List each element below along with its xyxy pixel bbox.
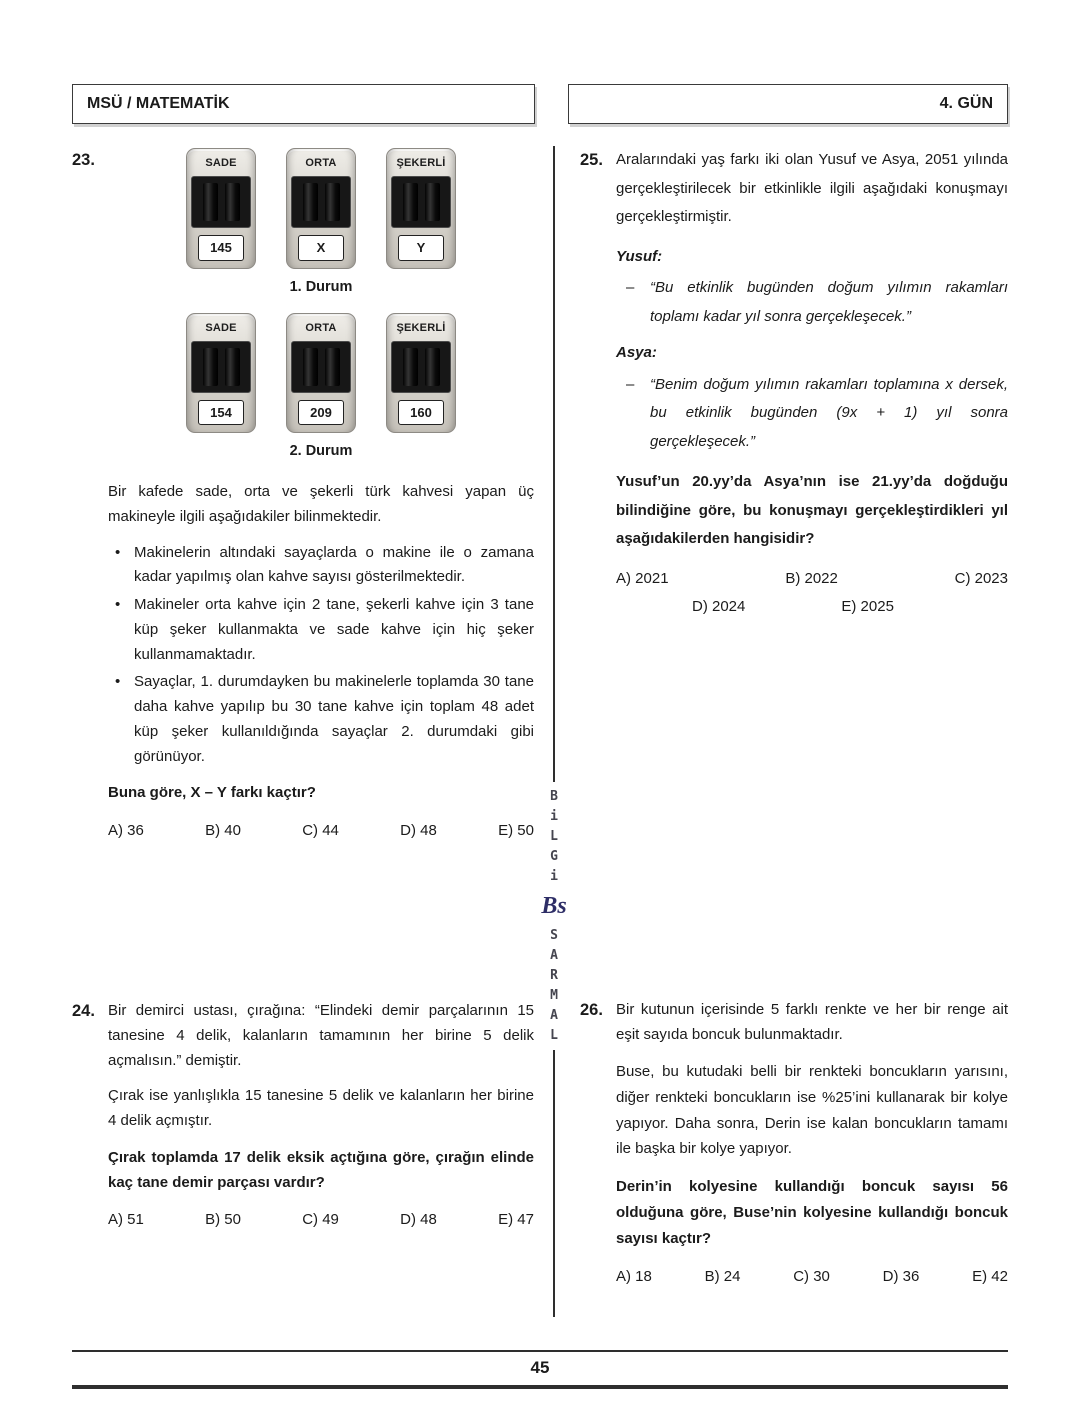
quote-text: “Bu etkinlik bugünden doğum yılımın rakamları toplamı kadar yıl sonra gerçekleşecek.” bbox=[650, 279, 1008, 325]
question-26 bbox=[580, 997, 1008, 1289]
watermark-letter: S bbox=[550, 928, 558, 943]
coffee-pot-icon bbox=[325, 348, 340, 386]
question-number: 24. bbox=[72, 1002, 95, 1020]
watermark-letter: i bbox=[550, 869, 558, 884]
choice-d: D) 2024 bbox=[692, 597, 746, 615]
left-column bbox=[72, 146, 534, 1232]
coffee-pot-icon bbox=[325, 183, 340, 221]
answer-choices bbox=[616, 1265, 1008, 1289]
speaker-name: Yusuf: bbox=[616, 247, 663, 265]
question-24 bbox=[72, 999, 534, 1232]
coffee-pot-icon bbox=[203, 183, 218, 221]
watermark-letter: G bbox=[550, 849, 558, 864]
coffee-pot-icon bbox=[303, 348, 318, 386]
speaker-quote bbox=[616, 274, 1008, 331]
machine-window bbox=[191, 176, 251, 228]
choice-a: A) 18 bbox=[616, 1267, 652, 1285]
question-intro: Aralarındaki yaş farkı iki olan Yusuf ve Asya, 2051 yılında gerçekleştirilecek bir etkinlikle ilgili aşağıdaki konuşmayı gerçekleştirmiştir. bbox=[616, 151, 1008, 225]
machine-sade-1 bbox=[186, 148, 256, 269]
figure-caption-1: 1. Durum bbox=[289, 278, 353, 295]
figure-row-2 bbox=[108, 313, 534, 434]
choice-b: B) 40 bbox=[205, 822, 241, 839]
watermark-letter: A bbox=[550, 948, 558, 963]
quote-text: “Benim doğum yılımın rakamları toplamına x dersek, bu etkinlik bugünden (9x + 1) yıl sonra gerçekleşecek.” bbox=[650, 375, 1008, 450]
machine-counter-badge: 145 bbox=[198, 235, 244, 260]
question-paragraph: Buse, bu kutudaki belli bir renkteki boncukların yarısını, diğer renkteki boncukların ise %25’ini kullanarak bir kolye yapıyor. Daha sonra, Derin ise kalan boncukların tamamı ile başka bir kolye yapıyor. bbox=[616, 1063, 1008, 1158]
day-title: 4. GÜN bbox=[939, 95, 993, 112]
machine-name: ORTA bbox=[305, 321, 337, 334]
quote-dash: – bbox=[626, 375, 635, 393]
publisher-logo: Bs bbox=[541, 893, 567, 919]
choice-a: A) 51 bbox=[108, 1211, 144, 1229]
machine-window bbox=[291, 176, 351, 228]
quote-dash: – bbox=[626, 279, 635, 296]
choice-c: C) 2023 bbox=[954, 569, 1008, 587]
question-intro: Bir kafede sade, orta ve şekerli türk kahvesi yapan üç makineyle ilgili aşağıdakiler bilinmektedir. bbox=[108, 483, 534, 525]
two-column-body bbox=[72, 142, 1008, 1331]
choice-d: D) 48 bbox=[400, 822, 437, 839]
machine-counter-badge: 209 bbox=[298, 400, 344, 425]
machine-sekerli-1 bbox=[386, 148, 456, 269]
header-subject-box bbox=[72, 84, 535, 124]
choice-b: B) 2022 bbox=[785, 569, 838, 587]
coffee-pot-icon bbox=[425, 183, 440, 221]
question-paragraph: Bir kutunun içerisinde 5 farklı renkte ve her bir renge ait eşit sayıda boncuk bulunmaktadır. bbox=[616, 1000, 1008, 1044]
watermark-letter: L bbox=[550, 1028, 558, 1043]
speaker-quote bbox=[616, 371, 1008, 457]
machine-counter-badge: Y bbox=[398, 235, 444, 260]
machine-name: ŞEKERLİ bbox=[396, 321, 446, 334]
answer-choices bbox=[108, 1208, 534, 1232]
answer-choices bbox=[108, 819, 534, 843]
bullet-item bbox=[108, 670, 534, 769]
bullet-text: Makinelerin altındaki sayaçlarda o makine ile o zamana kadar yapılmış olan kahve sayısı gösterilmektedir. bbox=[134, 543, 534, 586]
figure-row-1 bbox=[108, 148, 534, 269]
bullet-item bbox=[108, 593, 534, 667]
watermark-letter: M bbox=[550, 988, 558, 1003]
machine-name: ŞEKERLİ bbox=[396, 157, 446, 169]
watermark-letter: B bbox=[550, 789, 558, 804]
figure-caption-2: 2. Durum bbox=[289, 443, 353, 460]
machine-window bbox=[391, 341, 451, 393]
question-number: 25. bbox=[580, 151, 603, 169]
machine-name: ORTA bbox=[305, 157, 337, 169]
bullet-item bbox=[108, 541, 534, 591]
choice-a: A) 2021 bbox=[616, 569, 669, 587]
bullet-marker: • bbox=[115, 596, 121, 613]
question-number: 23. bbox=[72, 151, 95, 169]
answer-choices-row-1 bbox=[616, 567, 1008, 591]
coffee-pot-icon bbox=[403, 183, 418, 221]
subject-title: MSÜ / MATEMATİK bbox=[87, 95, 230, 112]
question-paragraph: Çırak ise yanlışlıkla 15 tanesine 5 delik ve kalanların her birine 4 delik açmıştır. bbox=[108, 1087, 534, 1129]
bullet-marker: • bbox=[115, 543, 121, 561]
coffee-pot-icon bbox=[203, 348, 218, 386]
bullet-text: Makineler orta kahve için 2 tane, şekerli kahve için 3 tane küp şeker kullanmakta ve sade kahve için hiç şeker kullanmamaktadır. bbox=[134, 596, 534, 663]
question-paragraph: Bir demirci ustası, çırağına: “Elindeki demir parçalarının 15 tanesine 4 delik, kalanların tamamının her birine 5 delik açmalısın.” demiştir. bbox=[108, 1002, 534, 1069]
question-prompt: Çırak toplamda 17 delik eksik açtığına göre, çırağın elinde kaç tane demir parçası vardır? bbox=[108, 1148, 534, 1191]
page-header bbox=[72, 84, 1008, 124]
question-25 bbox=[580, 146, 1008, 619]
machine-sade-2 bbox=[186, 313, 256, 434]
page-footer bbox=[72, 1350, 1008, 1389]
choice-e: E) 50 bbox=[498, 822, 534, 839]
watermark-letter: A bbox=[550, 1008, 558, 1023]
coffee-pot-icon bbox=[403, 348, 418, 386]
header-day-box bbox=[568, 84, 1008, 124]
watermark-letter: i bbox=[550, 809, 558, 824]
choice-d: D) 48 bbox=[400, 1211, 437, 1229]
coffee-pot-icon bbox=[303, 183, 318, 221]
question-number: 26. bbox=[580, 1000, 603, 1019]
machine-window bbox=[291, 341, 351, 393]
machine-sekerli-2 bbox=[386, 313, 456, 434]
coffee-machines-figure bbox=[108, 148, 534, 464]
choice-b: B) 50 bbox=[205, 1211, 241, 1229]
coffee-pot-icon bbox=[225, 348, 240, 386]
publisher-watermark bbox=[538, 782, 569, 1050]
answer-choices-row-2 bbox=[616, 595, 1008, 619]
machine-window bbox=[391, 176, 451, 228]
choice-e: E) 2025 bbox=[841, 597, 894, 615]
question-prompt: Buna göre, X – Y farkı kaçtır? bbox=[108, 784, 316, 802]
footer-rule-bottom bbox=[72, 1385, 1008, 1389]
choice-e: E) 42 bbox=[972, 1267, 1008, 1285]
column-divider bbox=[541, 146, 567, 1317]
machine-orta-1 bbox=[286, 148, 356, 269]
choice-d: D) 36 bbox=[882, 1267, 920, 1285]
machine-counter-badge: 160 bbox=[398, 400, 444, 425]
machine-counter-badge: 154 bbox=[198, 400, 244, 425]
bullet-marker: • bbox=[115, 673, 121, 691]
bullet-text: Sayaçlar, 1. durumdayken bu makinelerle toplamda 30 tane daha kahve yapılıp bu 30 tane kahve için toplam 48 adet küp şeker kullanıldığında sayaçlar 2. durumdaki gibi görünüyor. bbox=[134, 673, 534, 765]
question-prompt: Yusuf’un 20.yy’da Asya’nın ise 21.yy’da doğduğu bilindiğine göre, bu konuşmayı gerçekleştirdikleri yıl aşağıdakilerden hangisidir? bbox=[616, 473, 1008, 547]
page-number: 45 bbox=[530, 1358, 550, 1377]
choice-c: C) 30 bbox=[793, 1267, 830, 1285]
coffee-pot-icon bbox=[425, 348, 440, 386]
watermark-letter: L bbox=[550, 829, 558, 844]
coffee-pot-icon bbox=[225, 183, 240, 221]
choice-a: A) 36 bbox=[108, 822, 144, 839]
machine-window bbox=[191, 341, 251, 393]
right-column bbox=[580, 146, 1008, 1289]
machine-name: SADE bbox=[205, 321, 237, 334]
machine-counter-badge: X bbox=[298, 235, 344, 260]
machine-name: SADE bbox=[205, 157, 237, 169]
choice-c: C) 44 bbox=[302, 822, 339, 839]
machine-orta-2 bbox=[286, 313, 356, 434]
question-prompt: Derin’in kolyesine kullandığı boncuk sayısı 56 olduğuna göre, Buse’nin kolyesine kullandığı boncuk sayısı kaçtır? bbox=[616, 1178, 1008, 1247]
watermark-letter: R bbox=[550, 968, 558, 983]
question-23 bbox=[72, 148, 534, 843]
choice-c: C) 49 bbox=[302, 1211, 339, 1229]
speaker-name: Asya: bbox=[616, 344, 657, 361]
choice-e: E) 47 bbox=[498, 1211, 534, 1229]
choice-b: B) 24 bbox=[704, 1267, 741, 1285]
